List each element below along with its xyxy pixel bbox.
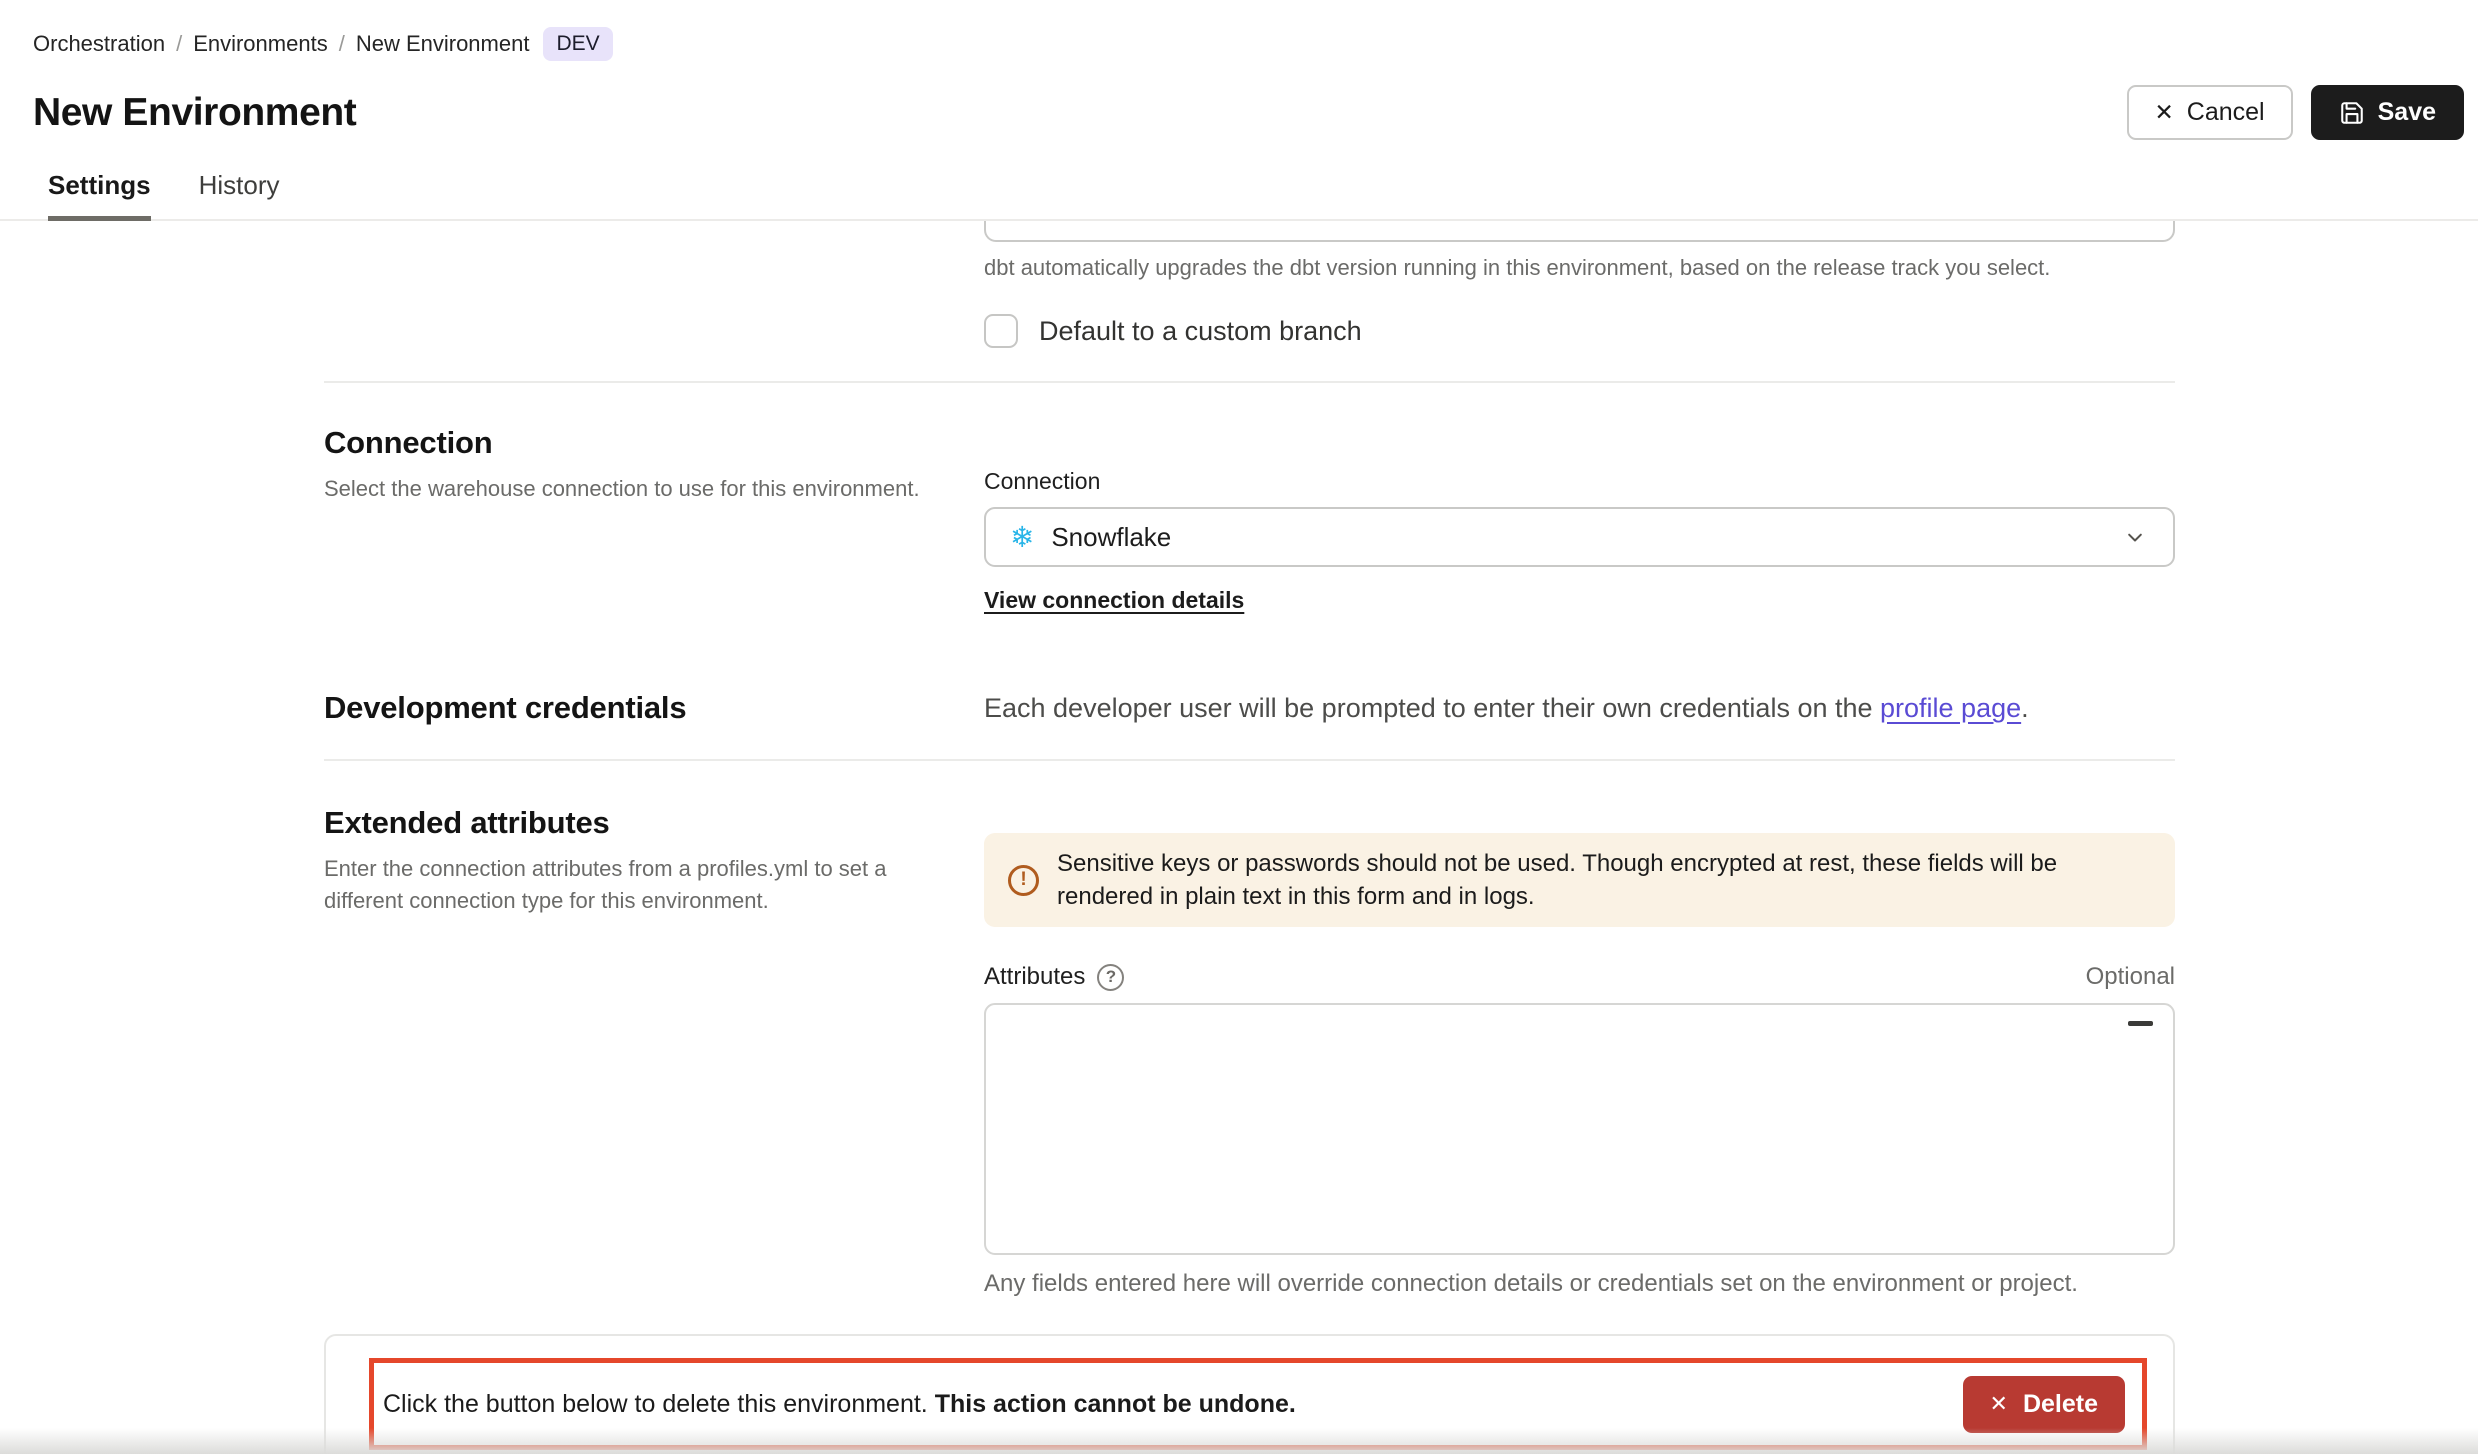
snowflake-icon: ❄ [1010,519,1035,554]
custom-branch-checkbox[interactable] [984,314,1018,348]
warning-icon: ! [1008,865,1039,896]
cancel-button[interactable] [2127,85,2293,140]
save-button-label: Save [2377,98,2436,126]
breadcrumb-separator: / [176,31,183,56]
close-icon: ✕ [1989,1391,2008,1416]
custom-branch-row [984,314,2175,348]
devcred-text-before: Each developer user will be prompted to enter their own credentials on the [984,693,1881,723]
attributes-label: Attributes [984,963,1086,990]
custom-branch-label: Default to a custom branch [1039,315,1362,346]
connection-selected-value: Snowflake [1051,521,1172,552]
chevron-down-icon [2121,523,2149,551]
delete-button[interactable] [1963,1376,2125,1433]
development-credentials-text [984,690,2175,724]
tab-bar [0,170,2478,221]
delete-warning-normal: Click the button below to delete this environment. [383,1389,935,1418]
connection-select[interactable] [984,507,2175,567]
breadcrumb-new-environment[interactable]: New Environment [355,31,530,56]
page-title: New Environment [33,90,357,134]
breadcrumb-orchestration[interactable]: Orchestration [33,31,166,56]
connection-heading: Connection [324,425,493,460]
extended-attributes-description: Enter the connection attributes from a profiles.yml to set a different connection type for this environment. [324,856,887,913]
help-icon[interactable]: ? [1097,964,1124,991]
breadcrumb [0,0,2478,61]
connection-description: Select the warehouse connection to use for this environment. [324,476,920,501]
profile-page-link[interactable]: profile page [1880,693,2022,723]
view-connection-details-link[interactable]: View connection details [984,587,1245,613]
settings-form [324,221,2175,1454]
attributes-header-row [984,963,2175,991]
section-divider [324,759,2175,761]
cancel-button-label: Cancel [2186,98,2265,126]
title-row [0,85,2478,140]
release-track-section [324,221,2175,348]
optional-label: Optional [2085,963,2175,990]
extended-attributes-section [324,805,2175,1298]
warning-text: Sensitive keys or passwords should not be used. Though encrypted at rest, these fields will be rendered in plain text in this form and in logs. [1057,850,2058,910]
delete-warning-bold: This action cannot be undone. [934,1389,1296,1418]
connection-section [324,425,2175,614]
tab-settings[interactable]: Settings [48,170,151,221]
breadcrumb-environments[interactable]: Environments [193,31,328,56]
release-track-input[interactable] [984,221,2175,242]
header-actions [2127,85,2465,140]
tab-history[interactable]: History [198,170,280,200]
development-credentials-heading: Development credentials [324,690,687,725]
section-divider [324,381,2175,383]
page-bottom-fade [0,1428,2478,1454]
env-type-badge: DEV [543,27,612,61]
sensitive-keys-warning [984,833,2175,927]
attributes-helper: Any fields entered here will override connection details or credentials set on the environment or project. [984,1270,2078,1297]
extended-attributes-heading: Extended attributes [324,805,610,840]
attributes-textarea[interactable] [984,1003,2175,1255]
save-button[interactable] [2311,85,2464,140]
collapse-icon[interactable] [2128,1021,2153,1026]
attributes-textarea-wrap [984,1003,2175,1255]
connection-field-label: Connection [984,468,1101,494]
delete-warning-text [383,1390,1296,1419]
devcred-text-after: . [2021,693,2029,723]
release-track-helper: dbt automatically upgrades the dbt version running in this environment, based on the release track you select. [984,255,2051,280]
save-icon [2339,100,2365,126]
delete-button-label: Delete [2022,1389,2098,1418]
breadcrumb-separator: / [338,31,345,56]
close-icon: ✕ [2154,99,2174,125]
development-credentials-section [324,690,2175,726]
